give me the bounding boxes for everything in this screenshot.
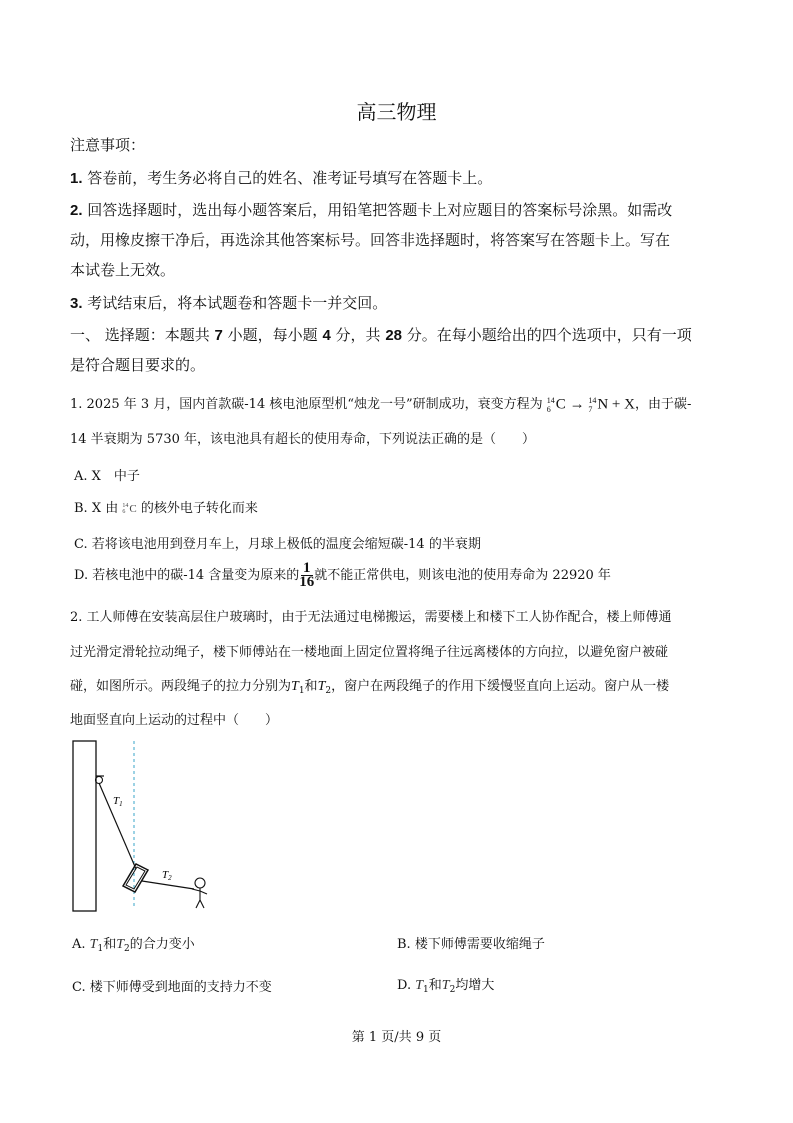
decay-equation: 14 6 C → 14 7 N + X [546, 395, 635, 414]
q2-line2: 过光滑定滑轮拉动绳子，楼下师傅站在一楼地面上固定位置将绳子往远离楼体的方向拉，以避免窗户被碰 [70, 645, 669, 660]
q2-option-b: B. 楼下师傅需要收缩绳子 [397, 937, 545, 952]
notice-heading: 注意事项： [70, 136, 146, 154]
label-t2: T2 [162, 869, 172, 882]
fraction-one-sixteenth: $\frac{1}{16}$ [299, 560, 315, 590]
q2-option-c: C. 楼下师傅受到地面的支持力不变 [72, 980, 272, 995]
section-heading-line1: 一、 选择题：本题共 7 小题，每小题 4 分，共 28 分。在每小题给出的四个选项中，只有一项 [70, 326, 692, 344]
rope-t2 [142, 881, 194, 889]
building-wall [73, 741, 96, 911]
page-title: 高三物理 [356, 100, 437, 124]
q2-option-a: A. $T_1$和$T_2$的合力变小 [72, 937, 195, 954]
q2-line3: 碰，如图所示。两段绳子的拉力分别为$T_1$和$T_2$，窗户在两段绳子的作用下缓慢竖直向上运动。窗户从一楼 [70, 679, 670, 696]
q1-option-d: D. 若核电池中的碳-14 含量变为原来的 $\frac{1}{16}$ 就不能正常供电，则该电池的使用寿命为 22920 年 [74, 560, 611, 590]
q1-option-c: C. 若将该电池用到登月车上，月球上极低的温度会缩短碳-14 的半衰期 [74, 537, 481, 552]
q1-option-b: B. X 由 14 6 C 的核外电子转化而来 [74, 501, 258, 516]
notice-item-3: 3. 考试结束后，将本试题卷和答题卡一并交回。 [70, 294, 388, 312]
q1-line1: 1. 2025 年 3 月，国内首款碳-14 核电池原型机“烛龙一号”研制成功，衰变方程为 14 6 C → 14 7 N + X，由于碳- [70, 395, 692, 414]
q2-line4: 地面竖直向上运动的过程中（ ） [70, 713, 279, 728]
q2-line1: 2. 工人师傅在安装高层住户玻璃时，由于无法通过电梯搬运，需要楼上和楼下工人协作配合，楼上师傅通 [70, 610, 672, 625]
notice-item-1: 1. 答卷前，考生务必将自己的姓名、准考证号填写在答题卡上。 [70, 169, 493, 187]
worker-icon [192, 878, 207, 908]
pulley-window-figure [66, 738, 226, 918]
notice-item-2-line3: 本试卷上无效。 [70, 261, 176, 279]
q1-line2: 14 半衰期为 5730 年，该电池具有超长的使用寿命，下列说法正确的是（ ） [70, 432, 536, 447]
notice-item-2-line2: 动，用橡皮擦干净后，再选涂其他答案标号。回答非选择题时，将答案写在答题卡上。写在 [70, 231, 671, 249]
q1-option-a: A. X 中子 [74, 469, 140, 484]
q2-option-d: D. $T_1$和$T_2$均增大 [397, 978, 495, 995]
notice-item-2-line1: 2. 回答选择题时，选出每小题答案后，用铅笔把答题卡上对应题目的答案标号涂黑。如需改 [70, 201, 673, 219]
section-heading-line2: 是符合题目要求的。 [70, 356, 206, 374]
page-footer: 第 1 页/共 9 页 [351, 1030, 442, 1045]
label-t1: T1 [113, 795, 123, 808]
